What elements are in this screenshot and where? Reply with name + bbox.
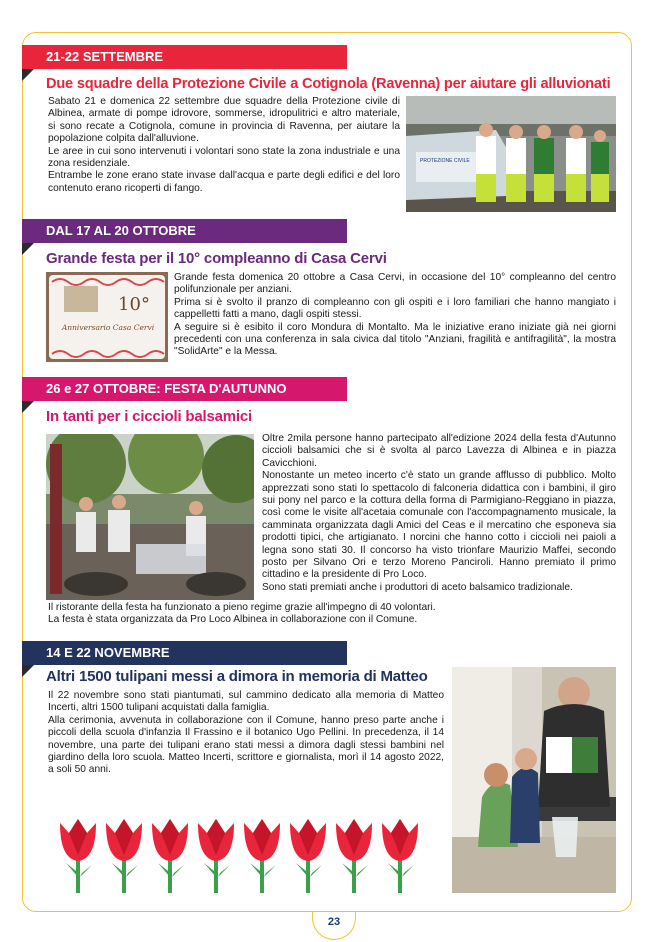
page-number: 23 xyxy=(327,916,341,928)
section2-text xyxy=(174,272,616,359)
section2-title: Grande festa per il 10° compleanno di Casa Cervi xyxy=(46,250,387,267)
cake-text: Anniversario Casa Cervi xyxy=(61,323,155,332)
tulip-icon xyxy=(382,819,418,893)
section3-text xyxy=(262,433,616,594)
section4-paragraph: Il 22 novembre sono stati piantumati, sul cammino dedicato alla memoria di Matteo Incerti, altri 1500 tulipani acquistati dalla famiglia. xyxy=(48,690,444,714)
section4-photo xyxy=(452,667,616,893)
tulip-icon xyxy=(60,819,96,893)
section1-date-banner xyxy=(22,45,347,69)
section1-paragraph: Entrambe le zone erano state invase dall'acqua e parte degli edifici e del loro contenuto erano ricoperti di fango. xyxy=(48,170,400,194)
tulip-icon xyxy=(198,819,234,893)
section1-paragraph: Le aree in cui sono intervenuti i volontari sono state la zona industriale e una zona residenziale. xyxy=(48,145,400,170)
section1-text xyxy=(48,96,400,195)
section4-title: Altri 1500 tulipani messi a dimora in memoria di Matteo xyxy=(46,668,428,685)
section2-paragraph: Grande festa domenica 20 ottobre a Casa Cervi, in occasione del 10° compleanno del centro polifunzionale per anziani. xyxy=(174,272,616,296)
section3-date-banner xyxy=(22,377,347,401)
tulip-icon xyxy=(290,819,326,893)
tulip-icon xyxy=(106,819,142,893)
section1-photo xyxy=(406,96,616,212)
section3-paragraph: Oltre 2mila persone hanno partecipato all'edizione 2024 della festa d'Autunno ciccioli balsamici che si è svolta al parco Lavezza di Albinea e in piazza Cavicchioni. xyxy=(262,433,616,469)
section1-date: 21-22 SETTEMBRE xyxy=(46,49,164,64)
section3-paragraph: Sono stati premiati anche i produttori di aceto balsamico tradizionale. xyxy=(262,581,573,593)
section3-full-paragraph: La festa è stata organizzata da Pro Loco Albinea in collaborazione con il Comune. xyxy=(48,614,418,626)
section4-date-banner xyxy=(22,641,347,665)
tulip-icon xyxy=(152,819,188,893)
section3-paragraph: Nonostante un meteo incerto c'è stato un grande afflusso di pubblico. Molto apprezzati sono stati lo spettacolo di falconeria didattica con i bambini, il giro sui pony nel parco e la cottura della forma di Parmigiano-Reggiano in piazza, così come le visite all'acetaia comunale con l'accompagnamento musicale, la camminata organizzata dagli Amici del Ceas e il mercatino che esponeva sia prodotti tipici, che artigianato. I norcini che hanno cotto i ciccioli nei paioli a legna sono stati 30. Il concorso ha visto trionfare Maurizio Maffei, secondo posto per Silvano Ori e terzo Moreno Panciroli. Hanno premiato il primo cittadino e la presidente di Pro Loco. xyxy=(262,470,616,581)
section3-full-paragraph: Il ristorante della festa ha funzionato a pieno regime grazie all'impegno di 40 volontari. xyxy=(48,602,436,613)
section4-paragraph: Alla cerimonia, avvenuta in collaborazione con il Comune, hanno preso parte anche i piccoli della scuola d'infanzia Il Frassino e il botanico Ugo Pellini. In precedenza, il 14 novembre, una parte dei tulipani erano stati messi a dimora dagli stessi bambini nel giardino della loro scuola. Matteo Incerti, scrittore e giornalista, morì il 14 agosto 2022, a soli 50 anni. xyxy=(48,714,444,776)
section2-paragraph: Prima si è svolto il pranzo di compleanno con gli ospiti e i loro familiari che hanno mangiato i cappelletti fatti a mano, dagli ospiti stessi. xyxy=(174,296,616,321)
section1-paragraph: Sabato 21 e domenica 22 settembre due squadre della Protezione civile di Albinea, armate di pompe idrovore, sommerse, idropulitrici e altro materiale, si sono recate a Cotignola, comune in provincia di Ravenna, per aiutare la popolazione colpita dall'alluvione. xyxy=(48,96,400,145)
section4-date: 14 E 22 NOVEMBRE xyxy=(46,645,170,660)
tulip-decoration xyxy=(56,815,440,895)
tulip-icon xyxy=(244,819,280,893)
vehicle-label: PROTEZIONE CIVILE xyxy=(420,158,470,164)
section2-date-banner xyxy=(22,219,347,243)
section3-photo xyxy=(46,434,254,600)
section4-text xyxy=(48,690,444,777)
section3-title: In tanti per i ciccioli balsamici xyxy=(46,408,252,425)
cake-number: 10° xyxy=(118,294,150,315)
section2-date: DAL 17 AL 20 OTTOBRE xyxy=(46,223,196,238)
section1-title: Due squadre della Protezione Civile a Cotignola (Ravenna) per aiutare gli alluvionati xyxy=(46,76,611,92)
section2-cake-photo xyxy=(46,272,168,362)
section3-date: 26 e 27 OTTOBRE: FESTA D'AUTUNNO xyxy=(46,381,287,396)
section2-paragraph: A seguire si è esibito il coro Mondura di Montalto. Ma le iniziative erano iniziate già nei giorni precedenti con una conferenza in sala civica dal titolo "Anziani, fragilità e antifragilità", la mostra "SolidArte" e la Messa. xyxy=(174,321,616,358)
section3-text-full xyxy=(48,602,616,627)
tulip-icon xyxy=(336,819,372,893)
